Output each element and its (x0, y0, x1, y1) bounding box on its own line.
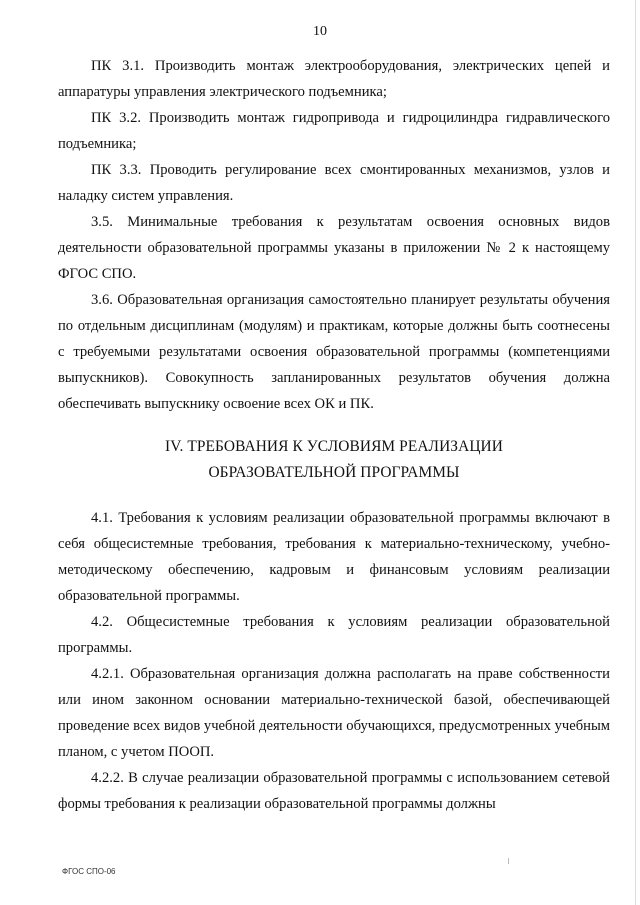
scan-edge (635, 0, 636, 905)
paragraph-4-2-2: 4.2.2. В случае реализации образовательной программы с использованием сетевой формы требования к реализации образовательной программы должны (58, 770, 610, 812)
section-title-line-1: IV. ТРЕБОВАНИЯ К УСЛОВИЯМ РЕАЛИЗАЦИИ (165, 438, 503, 455)
paragraph-3-6: 3.6. Образовательная организация самостоятельно планирует результаты обучения по отдельным дисциплинам (модулям) и практикам, которые должны быть соотнесены с требуемыми результатами освоения образовательной программы (компетенциями выпускников). Совокупность запланированных результатов обучения должна обеспечивать выпускнику освоение всех ОК и ПК. (58, 292, 610, 412)
document-body (58, 53, 610, 817)
scan-mark (508, 858, 509, 864)
paragraph-4-2: 4.2. Общесистемные требования к условиям реализации образовательной программы. (58, 614, 610, 656)
section-title (58, 434, 610, 486)
paragraph-3-5: 3.5. Минимальные требования к результатам освоения основных видов деятельности образовательной программы указаны в приложении № 2 к настоящему ФГОС СПО. (58, 214, 610, 282)
paragraph-pk-3-2: ПК 3.2. Производить монтаж гидропривода и гидроцилиндра гидравлического подъемника; (58, 110, 610, 152)
paragraph-pk-3-1: ПК 3.1. Производить монтаж электрооборудования, электрических цепей и аппаратуры управления электрического подъемника; (58, 58, 610, 100)
footer-label: ФГОС СПО-06 (62, 867, 116, 876)
paragraph-pk-3-3: ПК 3.3. Проводить регулирование всех смонтированных механизмов, узлов и наладку систем управления. (58, 162, 610, 204)
paragraph-4-1: 4.1. Требования к условиям реализации образовательной программы включают в себя общесистемные требования, требования к материально-техническому, учебно-методическому обеспечению, кадровым и финансовым условиям реализации образовательной программы. (58, 510, 610, 604)
paragraph-4-2-1: 4.2.1. Образовательная организация должна располагать на праве собственности или ином законном основании материально-технической базой, обеспечивающей проведение всех видов учебной деятельности обучающихся, предусмотренных учебным планом, с учетом ПООП. (58, 666, 610, 760)
section-title-line-2: ОБРАЗОВАТЕЛЬНОЙ ПРОГРАММЫ (208, 464, 460, 481)
page-number: 10 (313, 24, 327, 39)
